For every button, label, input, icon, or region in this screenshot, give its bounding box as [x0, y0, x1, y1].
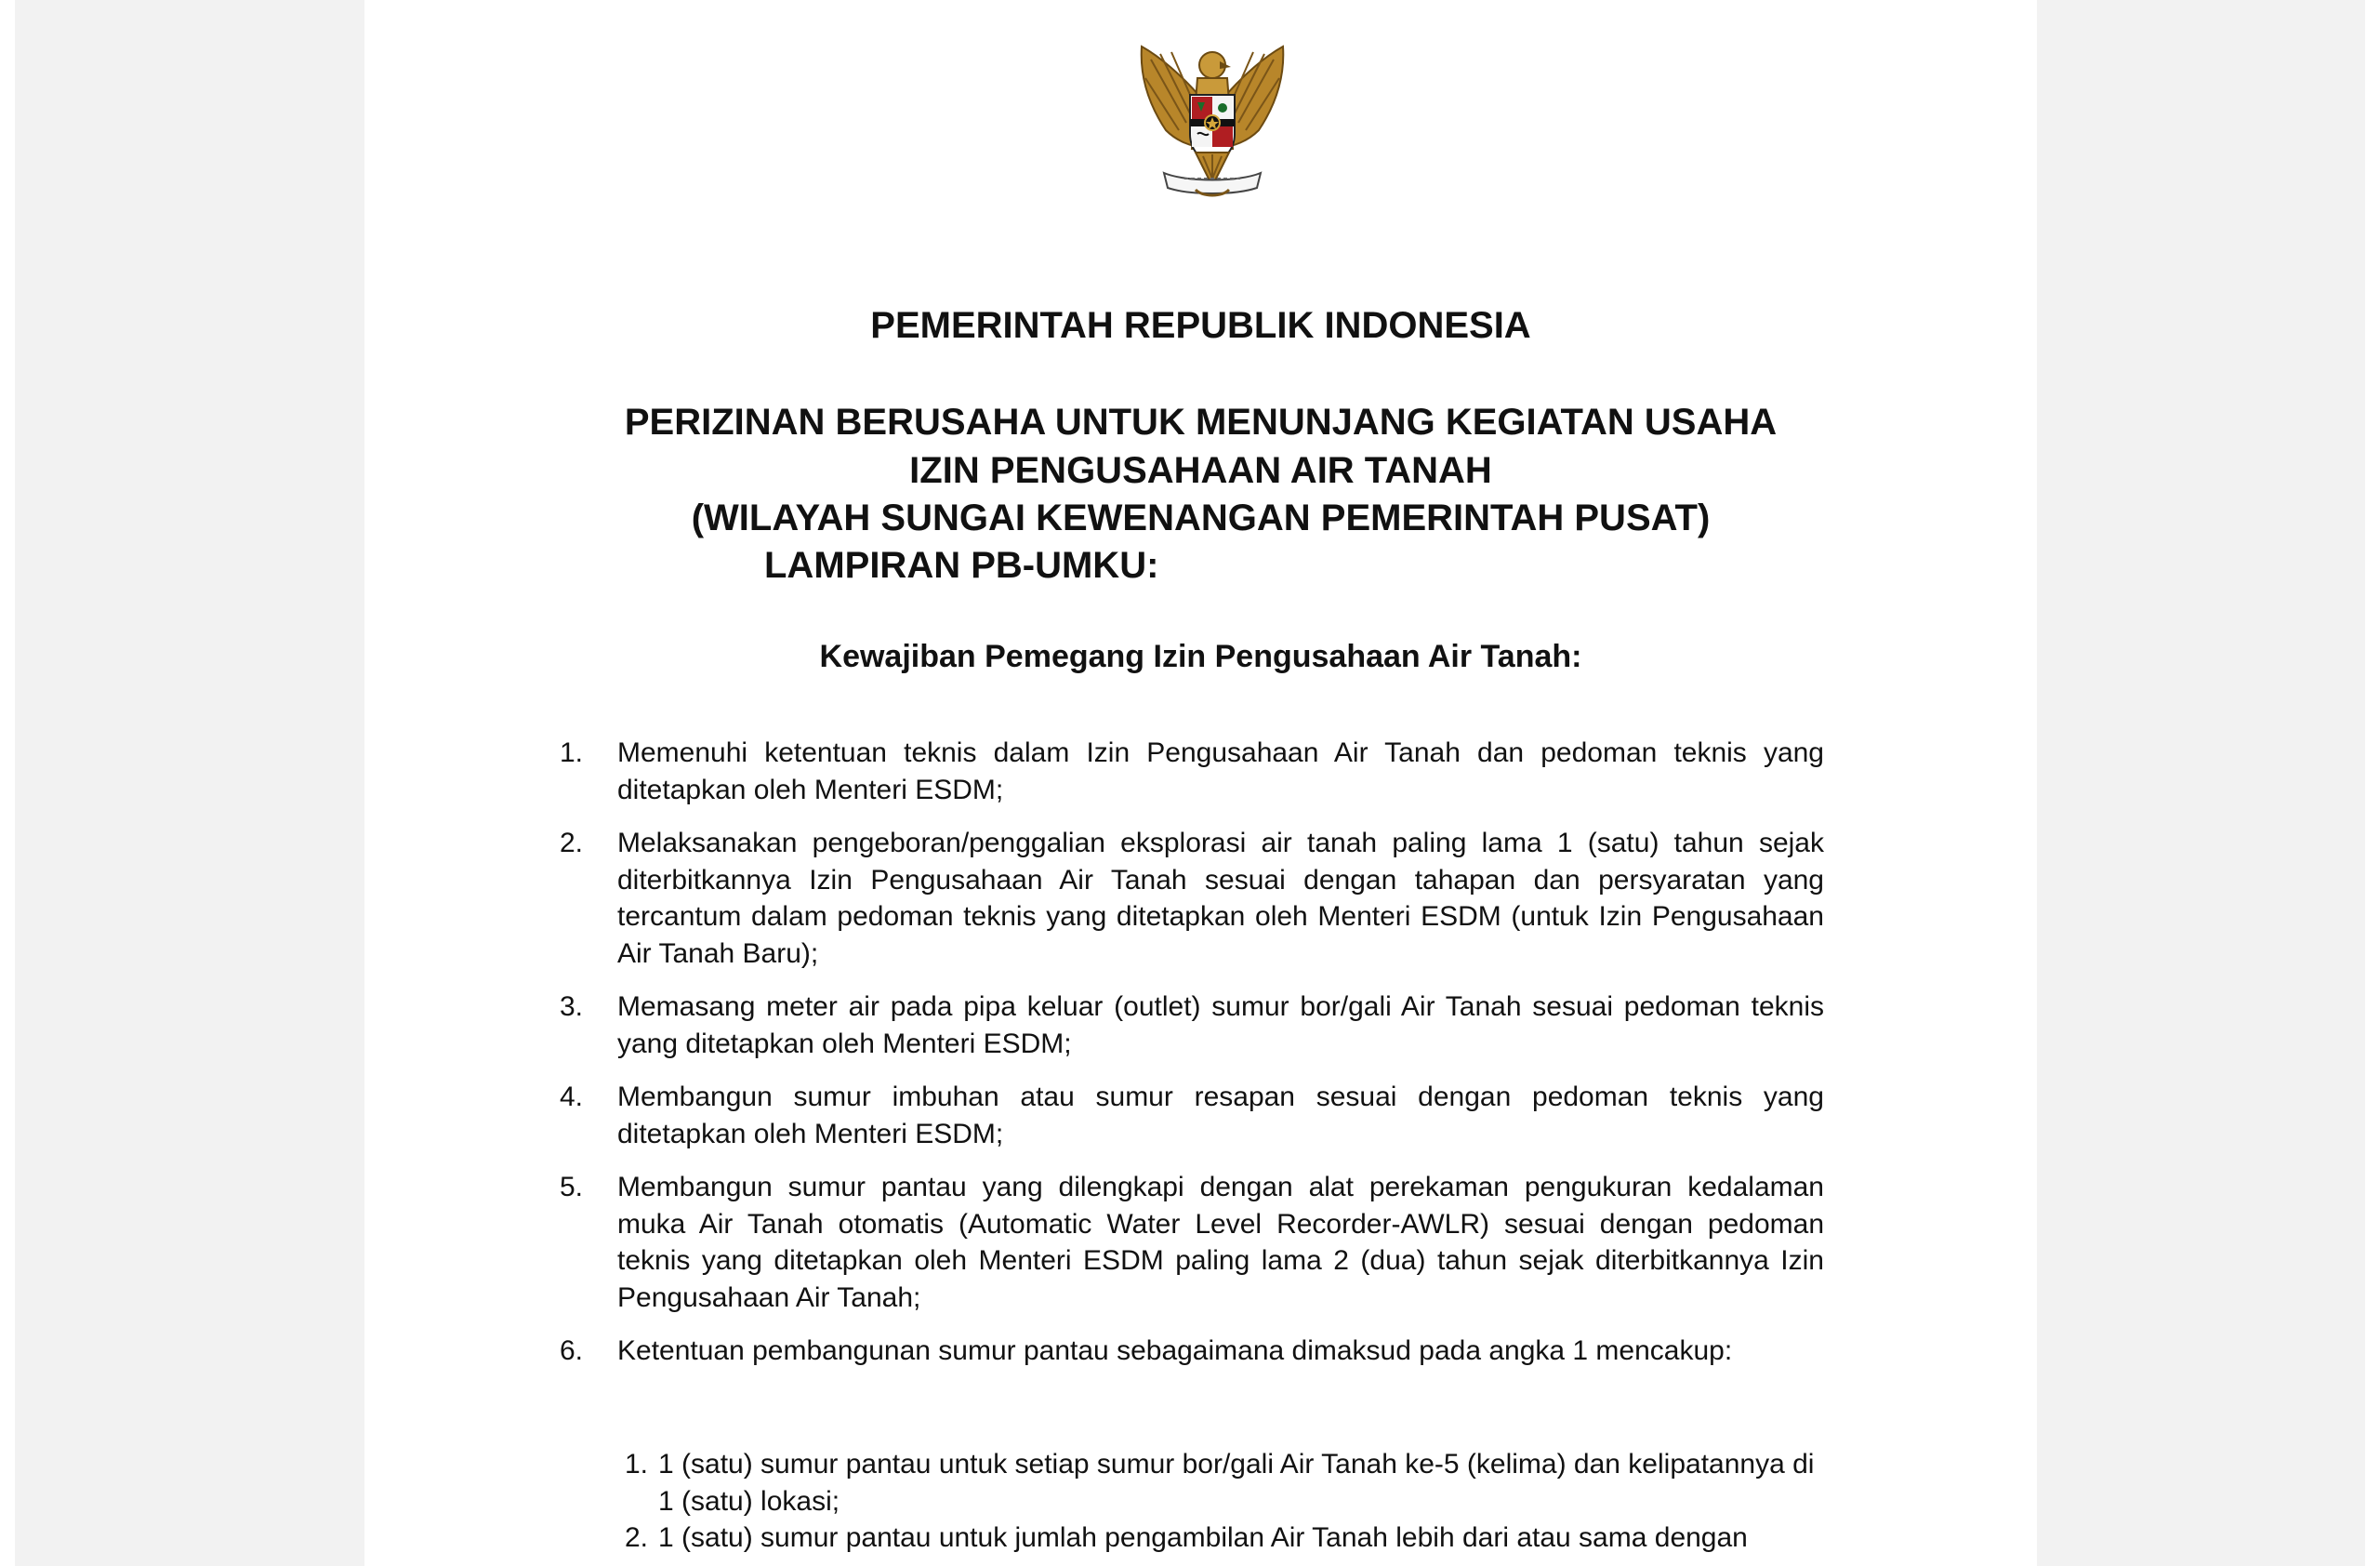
list-item-text: Membangun sumur pantau yang dilengkapi dengan alat perekaman pengukuran kedalaman muka Air Tanah otomatis (Automatic Water Level Recorder-AWLR) sesuai dengan pedoman teknis yang ditetapkan oleh Menteri ESDM paling lama 2 (dua) tahun sejak diterbitkannya Izin Pengusahaan Air Tanah; [617, 1172, 1824, 1313]
sub-list-item-number: 2. [625, 1522, 649, 1553]
viewer-left-margin [0, 0, 15, 1566]
license-title-line-3: (WILAYAH SUNGAI KEWENANGAN PEMERINTAH PUSAT) [691, 498, 1711, 538]
license-title-line-1: PERIZINAN BERUSAHA UNTUK MENUNJANG KEGIATAN USAHA [624, 402, 1778, 443]
list-item-text: Ketentuan pembangunan sumur pantau sebagaimana dimaksud pada angka 1 mencakup: [617, 1335, 1733, 1366]
list-item-text: Memenuhi ketentuan teknis dalam Izin Pengusahaan Air Tanah dan pedoman teknis yang ditetapkan oleh Menteri ESDM; [617, 737, 1824, 805]
government-heading: PEMERINTAH REPUBLIK INDONESIA [870, 305, 1531, 346]
viewer-right-margin [2365, 0, 2380, 1566]
list-item-text: Memasang meter air pada pipa keluar (outlet) sumur bor/gali Air Tanah sesuai pedoman teknis yang ditetapkan oleh Menteri ESDM; [617, 991, 1824, 1059]
license-title-line-2: IZIN PENGUSAHAAN AIR TANAH [909, 450, 1492, 491]
document-page [364, 0, 2037, 1566]
list-item-number: 1. [560, 737, 584, 768]
list-item [560, 1079, 1824, 1152]
sub-list-item [625, 1446, 1815, 1520]
list-item [560, 825, 1824, 972]
list-item-text: Membangun sumur imbuhan atau sumur resapan sesuai dengan pedoman teknis yang ditetapkan oleh Menteri ESDM; [617, 1082, 1824, 1149]
garuda-pancasila-emblem-icon [1130, 37, 1294, 205]
sub-list-item-text: 1 (satu) sumur pantau untuk jumlah pengambilan Air Tanah lebih dari atau sama dengan [658, 1522, 1748, 1553]
redacted-number [1170, 553, 1346, 581]
list-item [560, 1333, 1824, 1370]
sub-list-item-number: 1. [625, 1449, 649, 1480]
list-item-number: 4. [560, 1082, 584, 1112]
list-item [560, 1169, 1824, 1316]
obligations-heading: Kewajiban Pemegang Izin Pengusahaan Air Tanah: [819, 639, 1582, 674]
monitoring-well-sublist [625, 1446, 1815, 1557]
lampiran-label: LAMPIRAN PB-UMKU: [764, 545, 1159, 586]
lampiran-line [764, 541, 1346, 590]
obligations-list [560, 735, 1824, 1387]
sub-list-item [625, 1520, 1815, 1557]
list-item-text: Melaksanakan pengeboran/penggalian eksplorasi air tanah paling lama 1 (satu) tahun sejak diterbitkannya Izin Pengusahaan Air Tanah sesuai dengan tahapan dan persyaratan yang tercantum dalam pedoman teknis yang ditetapkan oleh Menteri ESDM (untuk Izin Pengusahaan Air Tanah Baru); [617, 828, 1824, 969]
list-item-number: 2. [560, 828, 584, 858]
list-item-number: 6. [560, 1335, 584, 1366]
list-item-number: 3. [560, 991, 584, 1022]
list-item [560, 735, 1824, 808]
sub-list-item-text: 1 (satu) sumur pantau untuk setiap sumur bor/gali Air Tanah ke-5 (kelima) dan kelipatannya di 1 (satu) lokasi; [658, 1449, 1815, 1517]
list-item [560, 989, 1824, 1062]
list-item-number: 5. [560, 1172, 584, 1202]
